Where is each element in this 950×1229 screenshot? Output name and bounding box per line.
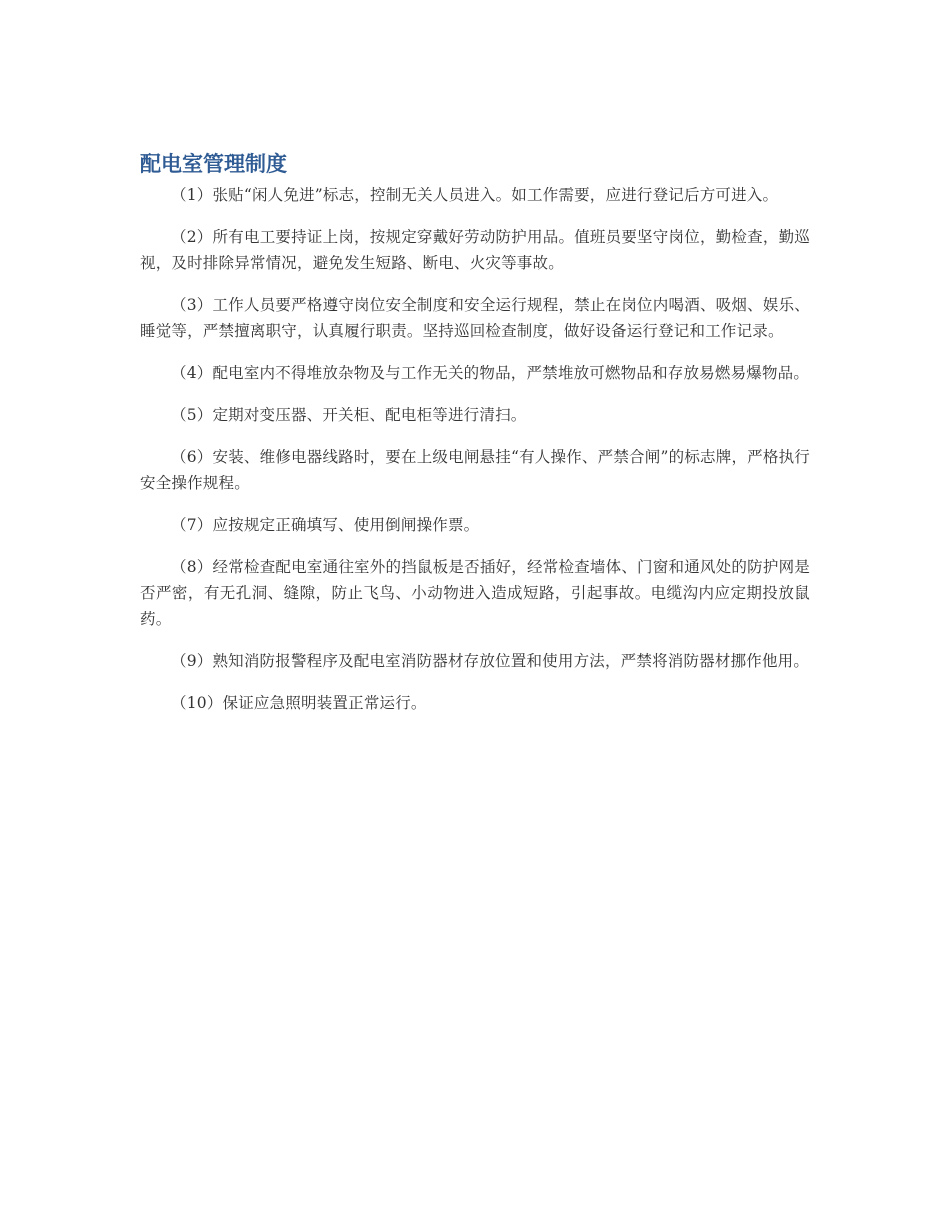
rule-paragraph-6: （6）安装、维修电器线路时，要在上级电闸悬挂“有人操作、严禁合闸”的标志牌，严格执行安全操作规程。	[140, 448, 810, 492]
rule-paragraph-9: （9）熟知消防报警程序及配电室消防器材存放位置和使用方法，严禁将消防器材挪作他用。	[171, 652, 810, 670]
rule-paragraph-8: （8）经常检查配电室通往室外的挡鼠板是否插好，经常检查墙体、门窗和通风处的防护网是否严密，有无孔洞、缝隙，防止飞鸟、小动物进入造成短路，引起事故。电缆沟内应定期投放鼠药。	[140, 558, 810, 628]
document-page	[140, 148, 810, 732]
rule-paragraph-2: （2）所有电工要持证上岗，按规定穿戴好劳动防护用品。值班员要坚守岗位，勤检查，勤巡视，及时排除异常情况，避免发生短路、断电、火灾等事故。	[140, 228, 810, 272]
rule-paragraph-1: （1）张贴“闲人免进”标志，控制无关人员进入。如工作需要，应进行登记后方可进入。	[171, 186, 779, 204]
document-title: 配电室管理制度	[140, 152, 287, 176]
rule-paragraph-5: （5）定期对变压器、开关柜、配电柜等进行清扫。	[171, 406, 527, 424]
rule-paragraph-3: （3）工作人员要严格遵守岗位安全制度和安全运行规程，禁止在岗位内喝酒、吸烟、娱乐、睡觉等，严禁擅离职守，认真履行职责。坚持巡回检查制度，做好设备运行登记和工作记录。	[140, 296, 810, 340]
rule-paragraph-10: （10）保证应急照明装置正常运行。	[171, 694, 427, 712]
rule-paragraph-7: （7）应按规定正确填写、使用倒闸操作票。	[171, 516, 480, 534]
rule-paragraph-4: （4）配电室内不得堆放杂物及与工作无关的物品，严禁堆放可燃物品和存放易燃易爆物品。	[171, 364, 810, 382]
